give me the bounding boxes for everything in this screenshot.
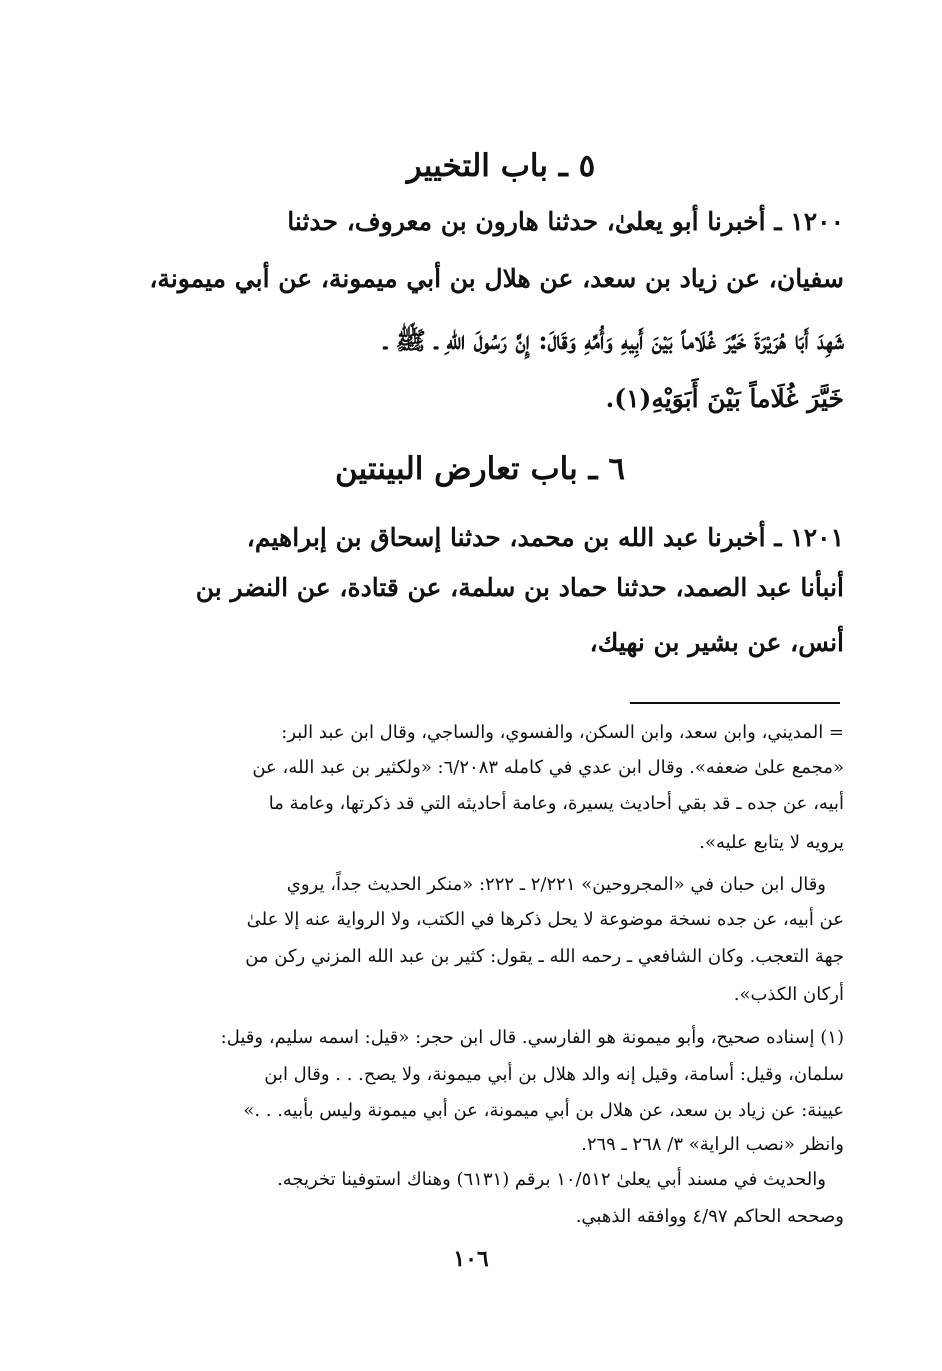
footnote-1-line-2: سلمان، وقيل: أسامة، وقيل إنه والد هلال بن أبي ميمونة، ولا يصح. . . وقال ابن (264, 1064, 844, 1085)
footnote-continued-line-6: عن أبيه، عن جده نسخة موضوعة لا يحل ذكرها في الكتب، ولا الرواية عنه إلا علىٰ (246, 909, 844, 930)
hadith-1201-line-1: ١٢٠١ ـ أخبرنا عبد الله بن محمد، حدثنا إسحاق بن إبراهيم، (246, 523, 844, 552)
footnote-1-line-3: عيينة: عن زياد بن سعد، عن هلال بن أبي ميمونة، عن أبي ميمونة وليس بأبيه. . .» (243, 1100, 844, 1121)
hadith-1201-line-3: أنس، عن بشير بن نهيك، (589, 628, 844, 657)
footnote-continued-line-7: جهة التعجب. وكان الشافعي ـ رحمه الله ـ يقول: كثير بن عبد الله المزني ركن من (245, 946, 844, 967)
hadith-1200-line-2: سفيان، عن زياد بن سعد، عن هلال بن أبي ميمونة، عن أبي ميمونة، (149, 264, 844, 293)
chapter-heading-6: ٦ ـ باب تعارض البينتين (334, 451, 626, 487)
hadith-1200-line-4: خَيَّرَ غُلَاماً بَيْنَ أَبَوَيْهِ(١). (605, 384, 844, 413)
footnote-continued-line-2: «مجمع علىٰ ضعفه». وقال ابن عدي في كامله ٦/٢٠٨٣: «ولكثير بن عبد الله، عن (252, 757, 844, 778)
page-number: ١٠٦ (453, 1246, 489, 1272)
footnote-1-line-6: وصححه الحاكم ٤/٩٧ ووافقه الذهبي. (575, 1206, 844, 1227)
footnote-continued-line-1: = المديني، وابن سعد، وابن السكن، والفسوي، والساجي، وقال ابن عبد البر: (281, 722, 844, 743)
footnote-continued-line-3: أبيه، عن جده ـ قد بقي أحاديث يسيرة، وعامة أحاديثه التي قد ذكرتها، وعامة ما (268, 793, 844, 814)
chapter-heading-5: ٥ ـ باب التخيير (406, 148, 596, 184)
footnote-continued-line-5: وقال ابن حبان في «المجروحين» ٢/٢٢١ ـ ٢٢٢: «منكر الحديث جداً، يروي (286, 874, 826, 895)
footnote-1-line-4: وانظر «نصب الراية» ٣/ ٢٦٨ ـ ٢٦٩. (581, 1134, 844, 1155)
hadith-1201-line-2: أنبأنا عبد الصمد، حدثنا حماد بن سلمة، عن قتادة، عن النضر بن (195, 573, 844, 602)
footnote-1-line-5: والحديث في مسند أبي يعلىٰ ١٠/٥١٢ برقم (٦١٣١) وهناك استوفينا تخريجه. (277, 1169, 826, 1190)
hadith-1200-line-3: شَهِدَ أَبَا هُرَيْرَةَ خَيَّرَ غُلَاماً بَيْنَ أَبِيهِ وَأُمِّهِ وَقَالَ: إِنَّ رَسُولَ اللهِ ـ ﷺ ـ (383, 326, 844, 355)
footnote-continued-line-8: أركان الكذب». (733, 984, 844, 1005)
hadith-1200-line-1: ١٢٠٠ ـ أخبرنا أبو يعلىٰ، حدثنا هارون بن معروف، حدثنا (287, 207, 844, 236)
footnote-1-line-1: (١) إسناده صحيح، وأبو ميمونة هو الفارسي. قال ابن حجر: «قيل: اسمه سليم، وقيل: (220, 1027, 844, 1048)
footnote-separator (630, 702, 840, 704)
footnote-continued-line-4: يرويه لا يتابع عليه». (699, 832, 844, 853)
